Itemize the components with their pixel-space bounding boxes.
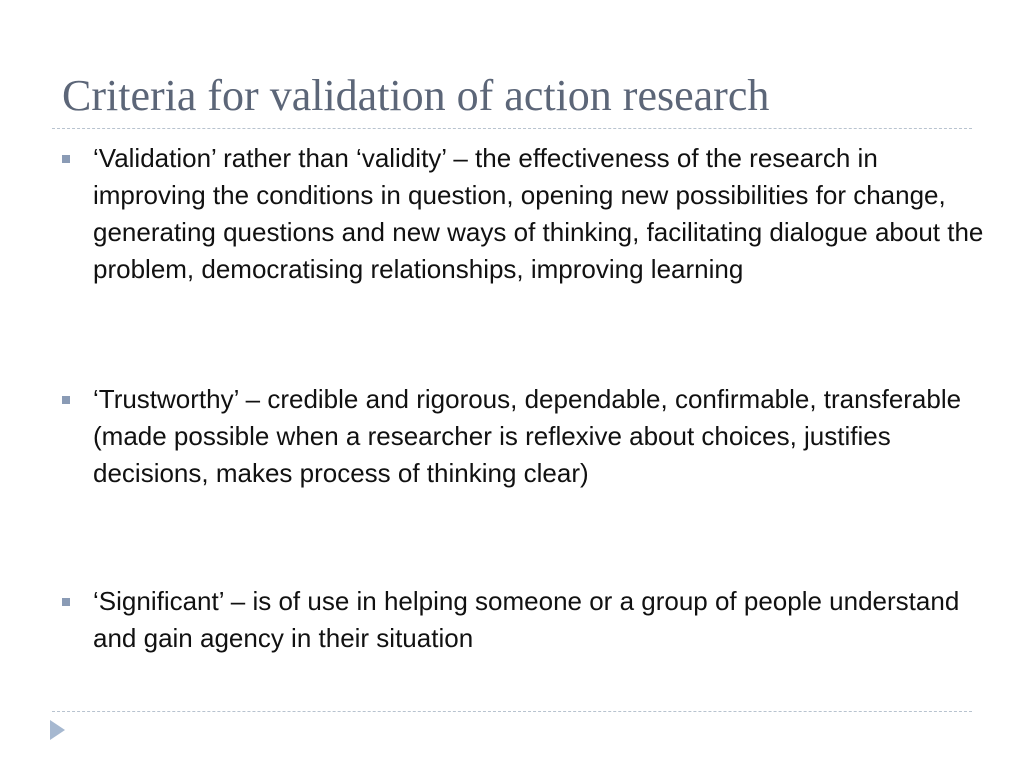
slide-title: Criteria for validation of action research	[62, 71, 770, 120]
bullet-text: ‘Trustworthy’ – credible and rigorous, dependable, confirmable, transferable (made possible when a researcher is reflexive about choices, justifies decisions, makes process of thinking clear)	[93, 384, 962, 488]
square-bullet-icon	[62, 598, 70, 606]
square-bullet-icon	[62, 155, 70, 163]
footer-divider	[52, 711, 972, 712]
bullet-text: ‘Significant’ – is of use in helping someone or a group of people understand and gain agency in their situation	[93, 586, 960, 653]
bullet-text: ‘Validation’ rather than ‘validity’ – the effectiveness of the research in improving the conditions in question, opening new possibilities for change, generating questions and new ways of thinking, facilitating dialogue about the problem, democratising relationships, improving learning	[93, 143, 984, 284]
bullet-item-validation	[60, 140, 993, 288]
square-bullet-icon	[62, 396, 70, 404]
title-divider	[52, 128, 972, 129]
bullet-item-significant	[60, 583, 993, 657]
play-triangle-icon[interactable]	[50, 720, 65, 740]
bullet-item-trustworthy	[60, 381, 993, 492]
